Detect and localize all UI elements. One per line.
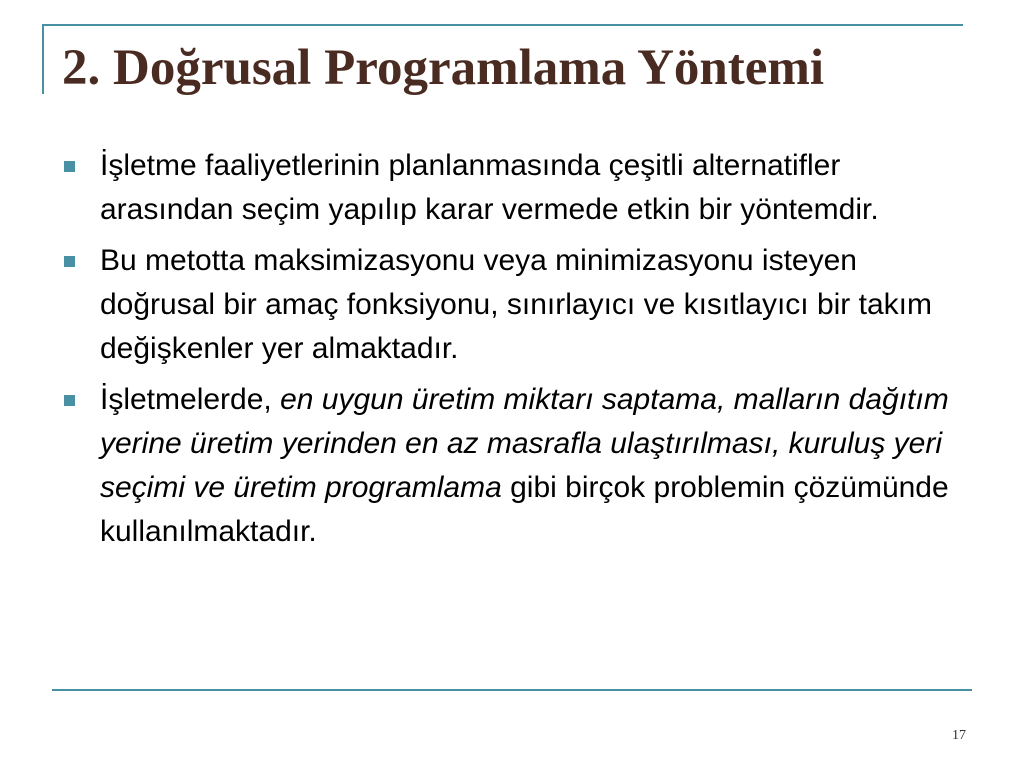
bullet-item-2 xyxy=(62,239,962,371)
square-bullet-icon xyxy=(64,395,75,406)
bullet-text-2: Bu metotta maksimizasyonu veya minimizasyonu isteyen doğrusal bir amaç fonksiyonu, sınırlayıcı ve kısıtlayıcı bir takım değişkenler yer almaktadır. xyxy=(100,244,932,365)
square-bullet-icon xyxy=(64,161,75,172)
slide-title: 2. Doğrusal Programlama Yöntemi xyxy=(62,40,825,96)
bullet-text-1: İşletme faaliyetlerinin planlanmasında çeşitli alternatifler arasından seçim yapılıp karar vermede etkin bir yöntemdir. xyxy=(100,149,879,226)
bullet-text-3-prefix: İşletmelerde, xyxy=(100,383,281,416)
bullet-item-1 xyxy=(62,144,962,232)
title-frame-left-line xyxy=(42,24,44,94)
bullet-text-3-italic: en uygun üretim miktarı saptama, malların dağıtım yerine üretim yerinden en az masrafla ulaştırılması, kuruluş yeri seçimi ve üretim programlama xyxy=(100,383,949,504)
bullet-item-3 xyxy=(62,378,962,554)
square-bullet-icon xyxy=(64,256,75,267)
bullet-text-3-suffix: gibi birçok problemin çözümünde kullanılmaktadır. xyxy=(100,471,949,548)
page-number: 17 xyxy=(952,728,966,743)
title-frame-top-line xyxy=(42,24,963,26)
footer-line xyxy=(52,689,972,691)
bullet-list xyxy=(62,144,962,561)
